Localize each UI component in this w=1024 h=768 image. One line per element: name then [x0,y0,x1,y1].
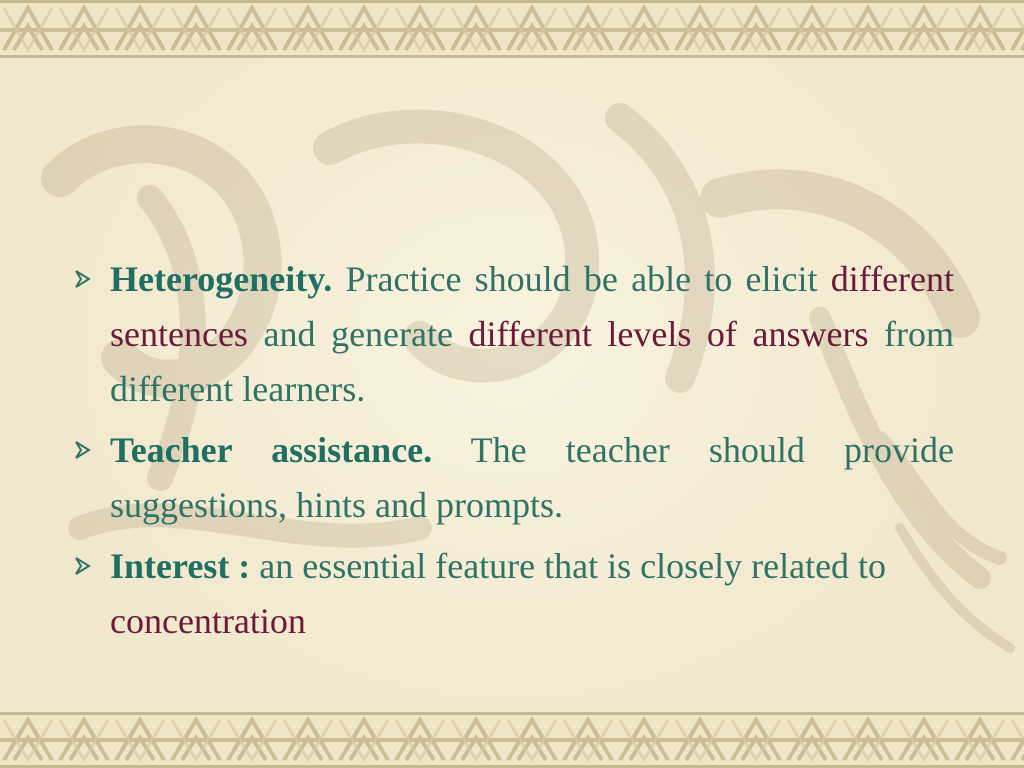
bullet-teacher-assistance [72,423,954,533]
bullet-term: Interest : [110,546,251,586]
bullet-text: Practice should be able to elicit [345,259,818,299]
arrow-chevron-icon [72,268,94,290]
arrow-chevron-icon [72,439,94,461]
arrow-chevron-icon [72,555,94,577]
bullet-heterogeneity [72,252,954,417]
bullet-text: an essential feature that is closely related to [259,546,887,586]
bullet-text: from different learners. [110,314,955,409]
top-decorative-border [0,0,1024,58]
bullet-interest [72,539,954,649]
border-pattern-bottom [0,712,1024,768]
bullet-term: Heterogeneity. [110,259,333,299]
bullet-text: The teacher should provide suggestions, hints and prompts. [110,430,954,525]
border-pattern-top [0,0,1024,58]
bullet-highlight: concentration [110,601,306,641]
bullet-highlight: different sentences [110,259,955,354]
bullet-text: and generate [263,314,453,354]
bullet-list [72,252,954,655]
bullet-term: Teacher assistance. [110,430,433,470]
bullet-highlight: different levels of answers [468,314,869,354]
bottom-decorative-border [0,712,1024,768]
